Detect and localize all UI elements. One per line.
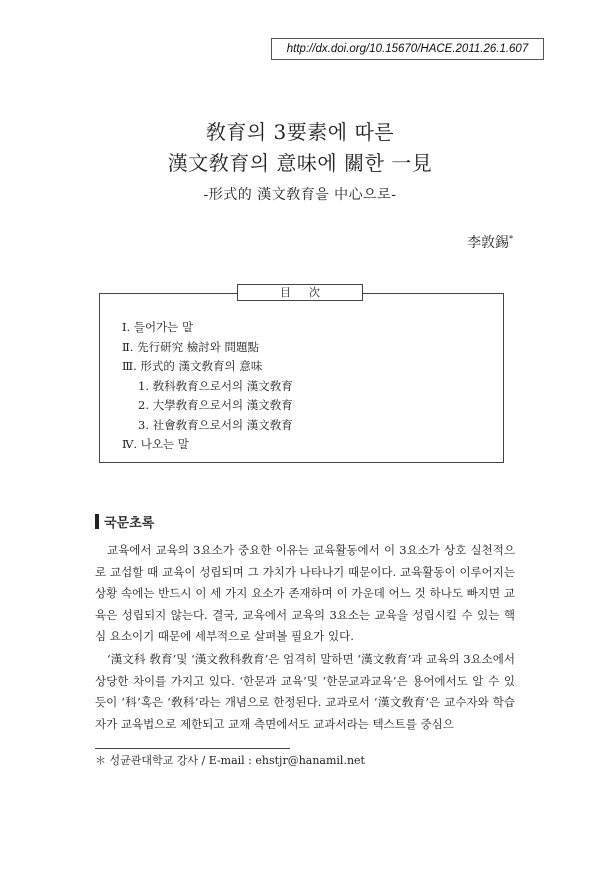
heading-marker (95, 514, 99, 529)
author-name: 李敦錫 (467, 235, 509, 251)
abstract-heading (95, 512, 154, 531)
title-line-2: 漢文敎育의 意味에 關한 一見 (167, 151, 433, 175)
toc-list (122, 318, 293, 455)
footnote: ＊ 성균관대학교 강사 / E-mail : ehstjr@hanamil.net (95, 754, 365, 767)
author-footnote-mark: * (509, 234, 513, 244)
toc-item: Ⅳ. 나오는 말 (122, 437, 189, 451)
abstract-paragraph-1: 교육에서 교육의 3요소가 중요한 이유는 교육활동에서 이 3요소가 상호 실천적으로 교섭할 때 교육이 성립되며 그 가치가 나타나기 때문이다. 교육활동이 이루어지는 상황 속에는 반드시 이 세 가지 요소가 존재하며 이 가운데 어느 것 하나도 빠지면 교육은 성립되지 않는다. 결국, 교육에서 교육의 3요소는 교육을 성립시킬 수 있는 핵심 요소이기 때문에 세부적으로 살펴볼 필요가 있다. (95, 543, 515, 644)
title-line-1: 敎育의 3要素에 따른 (205, 120, 395, 144)
toc-heading: 目次 (237, 284, 363, 301)
abstract-paragraph-2: ‘漢文科 敎育’및 ‘漢文敎科敎育’은 엄격히 말하면 ‘漢文敎育’과 교육의 3요소에서 상당한 차이를 가지고 있다. ‘한문과 교육’및 ‘한문교과교육’은 용어에서도 알 수 있듯이 ‘科’혹은 ‘敎科’라는 개념으로 한정된다. 교과로서 ‘漢文敎育’은 교수자와 학습자가 교육법으로 제한되고 교재 측면에서도 교과서라는 텍스트를 중심으 (95, 652, 515, 731)
toc-subitem: 2. 大學敎育으로서의 漢文敎育 (138, 398, 293, 412)
footnote-divider (95, 748, 290, 749)
toc-item: Ⅲ. 形式的 漢文敎育의 意味 (122, 359, 263, 373)
toc-item: Ⅰ. 들어가는 말 (122, 320, 194, 334)
doi-link[interactable]: http://dx.doi.org/10.15670/HACE.2011.26.1.607 (271, 38, 544, 60)
subtitle: -形式的 漢文敎育을 中心으로- (203, 187, 397, 203)
toc-subitem: 3. 社會敎育으로서의 漢文敎育 (138, 417, 293, 432)
toc-subitem: 1. 敎科敎育으로서의 漢文敎育 (138, 378, 293, 393)
toc-item: Ⅱ. 先行研究 檢討와 問題點 (122, 339, 260, 354)
abstract-heading-label: 국문초록 (104, 516, 155, 531)
author (467, 232, 513, 252)
